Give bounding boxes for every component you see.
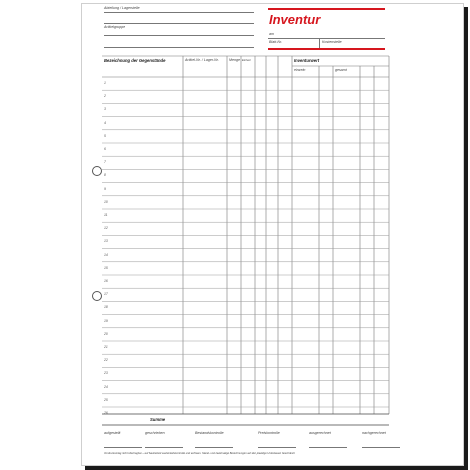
row-number: 13: [104, 239, 108, 244]
row-number: 18: [104, 305, 108, 310]
row-number: 21: [104, 345, 108, 349]
row-number: 11: [104, 213, 108, 217]
field-label-artikelgruppe: Artikelgruppe: [104, 25, 126, 29]
row-number: 24: [104, 384, 108, 389]
form-title: Inventur: [269, 12, 321, 27]
row-number: 4: [104, 120, 106, 125]
field-label-blatt: Blatt-Nr.: [269, 40, 283, 44]
signature-line: [195, 447, 233, 448]
signature-label: ausgerechnet: [309, 431, 331, 435]
signature-line: [362, 447, 400, 448]
column-header-inventurwert: Inventurwert: [294, 58, 320, 63]
column-header-gesamt: gesamt: [335, 68, 347, 72]
row-number: 20: [104, 331, 108, 336]
signature-label: Preiskontrolle: [258, 431, 280, 435]
field-label-abteilung: Abteilung / Lagerstelle: [104, 6, 140, 10]
row-number: 19: [104, 318, 108, 323]
row-number: 2: [104, 94, 106, 99]
row-number: 26: [104, 411, 108, 415]
row-number: 14: [104, 252, 108, 257]
column-header-artikel: Artikel-Nr. / Lager-Nr.: [185, 58, 219, 62]
signature-line: [309, 447, 347, 448]
signature-line: [145, 447, 183, 448]
row-number: 3: [104, 107, 106, 112]
signature-label: geschrieben: [145, 431, 165, 435]
field-label-kostenstelle: Kostenstelle: [322, 40, 342, 44]
row-number: 16: [104, 279, 108, 283]
row-number: 9: [104, 186, 106, 191]
signature-line: [104, 447, 142, 448]
column-header-einzeln: einzeln: [294, 68, 306, 72]
row-number: 1: [104, 81, 106, 85]
signature-label: nachgerechnet: [362, 431, 386, 435]
signature-line: [258, 447, 296, 448]
row-number: 8: [104, 173, 106, 178]
summe-label: Summe: [150, 417, 166, 422]
row-number: 22: [104, 358, 108, 363]
row-number: 15: [104, 265, 108, 270]
signature-label: Bestandskontrolle: [195, 431, 224, 435]
row-number: 12: [104, 226, 108, 231]
column-header-menge: Menge: [229, 58, 240, 62]
column-header-einheit: Einheit: [242, 58, 251, 62]
column-header-bezeichnung: Bezeichnung der Gegenstände: [104, 58, 166, 63]
field-label-am: am: [269, 32, 274, 36]
row-number: 5: [104, 133, 106, 138]
row-number: 10: [104, 199, 108, 204]
footer-note: Vordruckverlag nicht übertragbar – auf Sauberkeit sauberkeitskontrolle und achtsam. Stand- und zweitmalige Berechnungen auf den jeweilige Unterlassen beschränkt: [104, 452, 295, 455]
row-number: 23: [104, 371, 108, 376]
row-number: 25: [104, 397, 108, 402]
row-number: 6: [104, 147, 106, 151]
row-number: 7: [104, 160, 106, 165]
row-number: 17: [104, 292, 108, 297]
signature-label: aufgestellt: [104, 431, 121, 435]
